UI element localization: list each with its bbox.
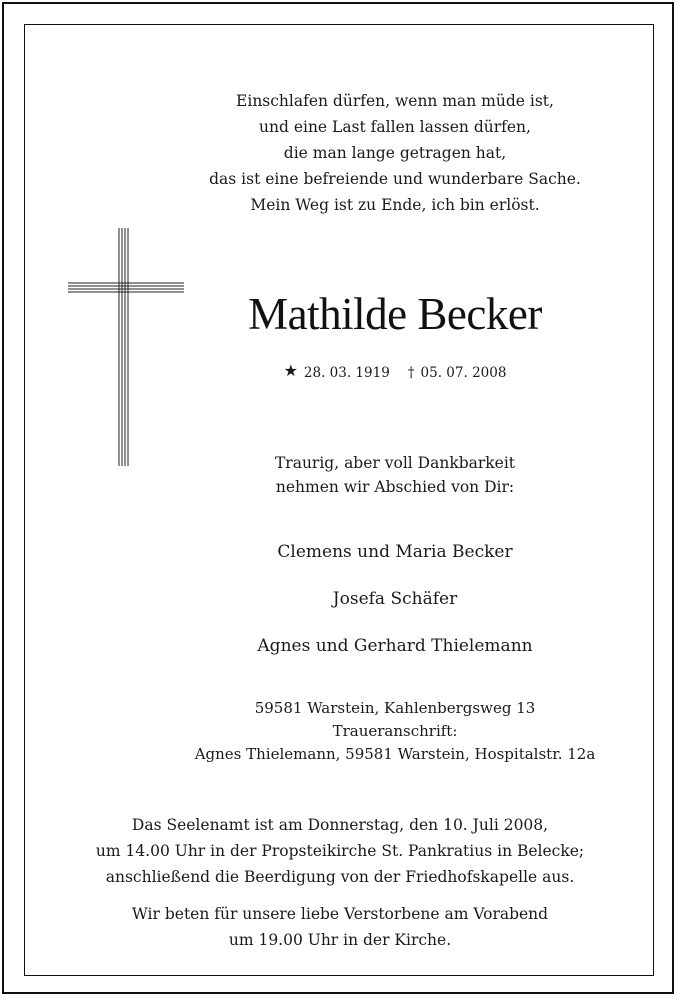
birth-star-icon: ★: [283, 361, 298, 380]
mourning-text: [60, 451, 680, 499]
life-dates: [60, 362, 680, 383]
service-line: Das Seelenamt ist am Donnerstag, den 10. Juli 2008,: [131, 816, 549, 834]
address-line: Traueranschrift:: [332, 722, 458, 740]
vigil-line: um 19.00 Uhr in der Kirche.: [228, 931, 452, 949]
mourning-line: Traurig, aber voll Dankbarkeit: [274, 454, 516, 472]
latin-cross-icon: [66, 226, 186, 470]
poem-line: das ist eine befreiende und wunderbare Sache.: [209, 170, 581, 188]
poem-line: und eine Last fallen lassen dürfen,: [259, 118, 531, 136]
address-line: Agnes Thielemann, 59581 Warstein, Hospitalstr. 12a: [194, 745, 596, 763]
death-date: 05. 07. 2008: [420, 365, 507, 381]
mourning-line: nehmen wir Abschied von Dir:: [275, 478, 515, 496]
deceased-name: Mathilde Becker: [248, 289, 542, 339]
family-member: Josefa Schäfer: [332, 589, 458, 609]
poem-line: die man lange getragen hat,: [283, 144, 507, 162]
family-member: Agnes und Gerhard Thielemann: [257, 636, 533, 656]
service-info: [0, 812, 680, 890]
service-line: um 14.00 Uhr in der Propsteikirche St. Pankratius in Belecke;: [95, 842, 585, 860]
address-block: [60, 697, 680, 766]
poem: [60, 88, 680, 218]
poem-line: Einschlafen dürfen, wenn man müde ist,: [236, 92, 554, 110]
vigil-info: [0, 901, 680, 953]
poem-line: Mein Weg ist zu Ende, ich bin erlöst.: [250, 196, 540, 214]
family-member: Clemens und Maria Becker: [277, 542, 513, 562]
vigil-line: Wir beten für unsere liebe Verstorbene am Vorabend: [131, 905, 549, 923]
service-line: anschließend die Beerdigung von der Friedhofskapelle aus.: [105, 868, 575, 886]
death-cross-icon: †: [407, 365, 415, 381]
birth-date: 28. 03. 1919: [303, 365, 390, 381]
address-line: 59581 Warstein, Kahlenbergsweg 13: [254, 699, 536, 717]
